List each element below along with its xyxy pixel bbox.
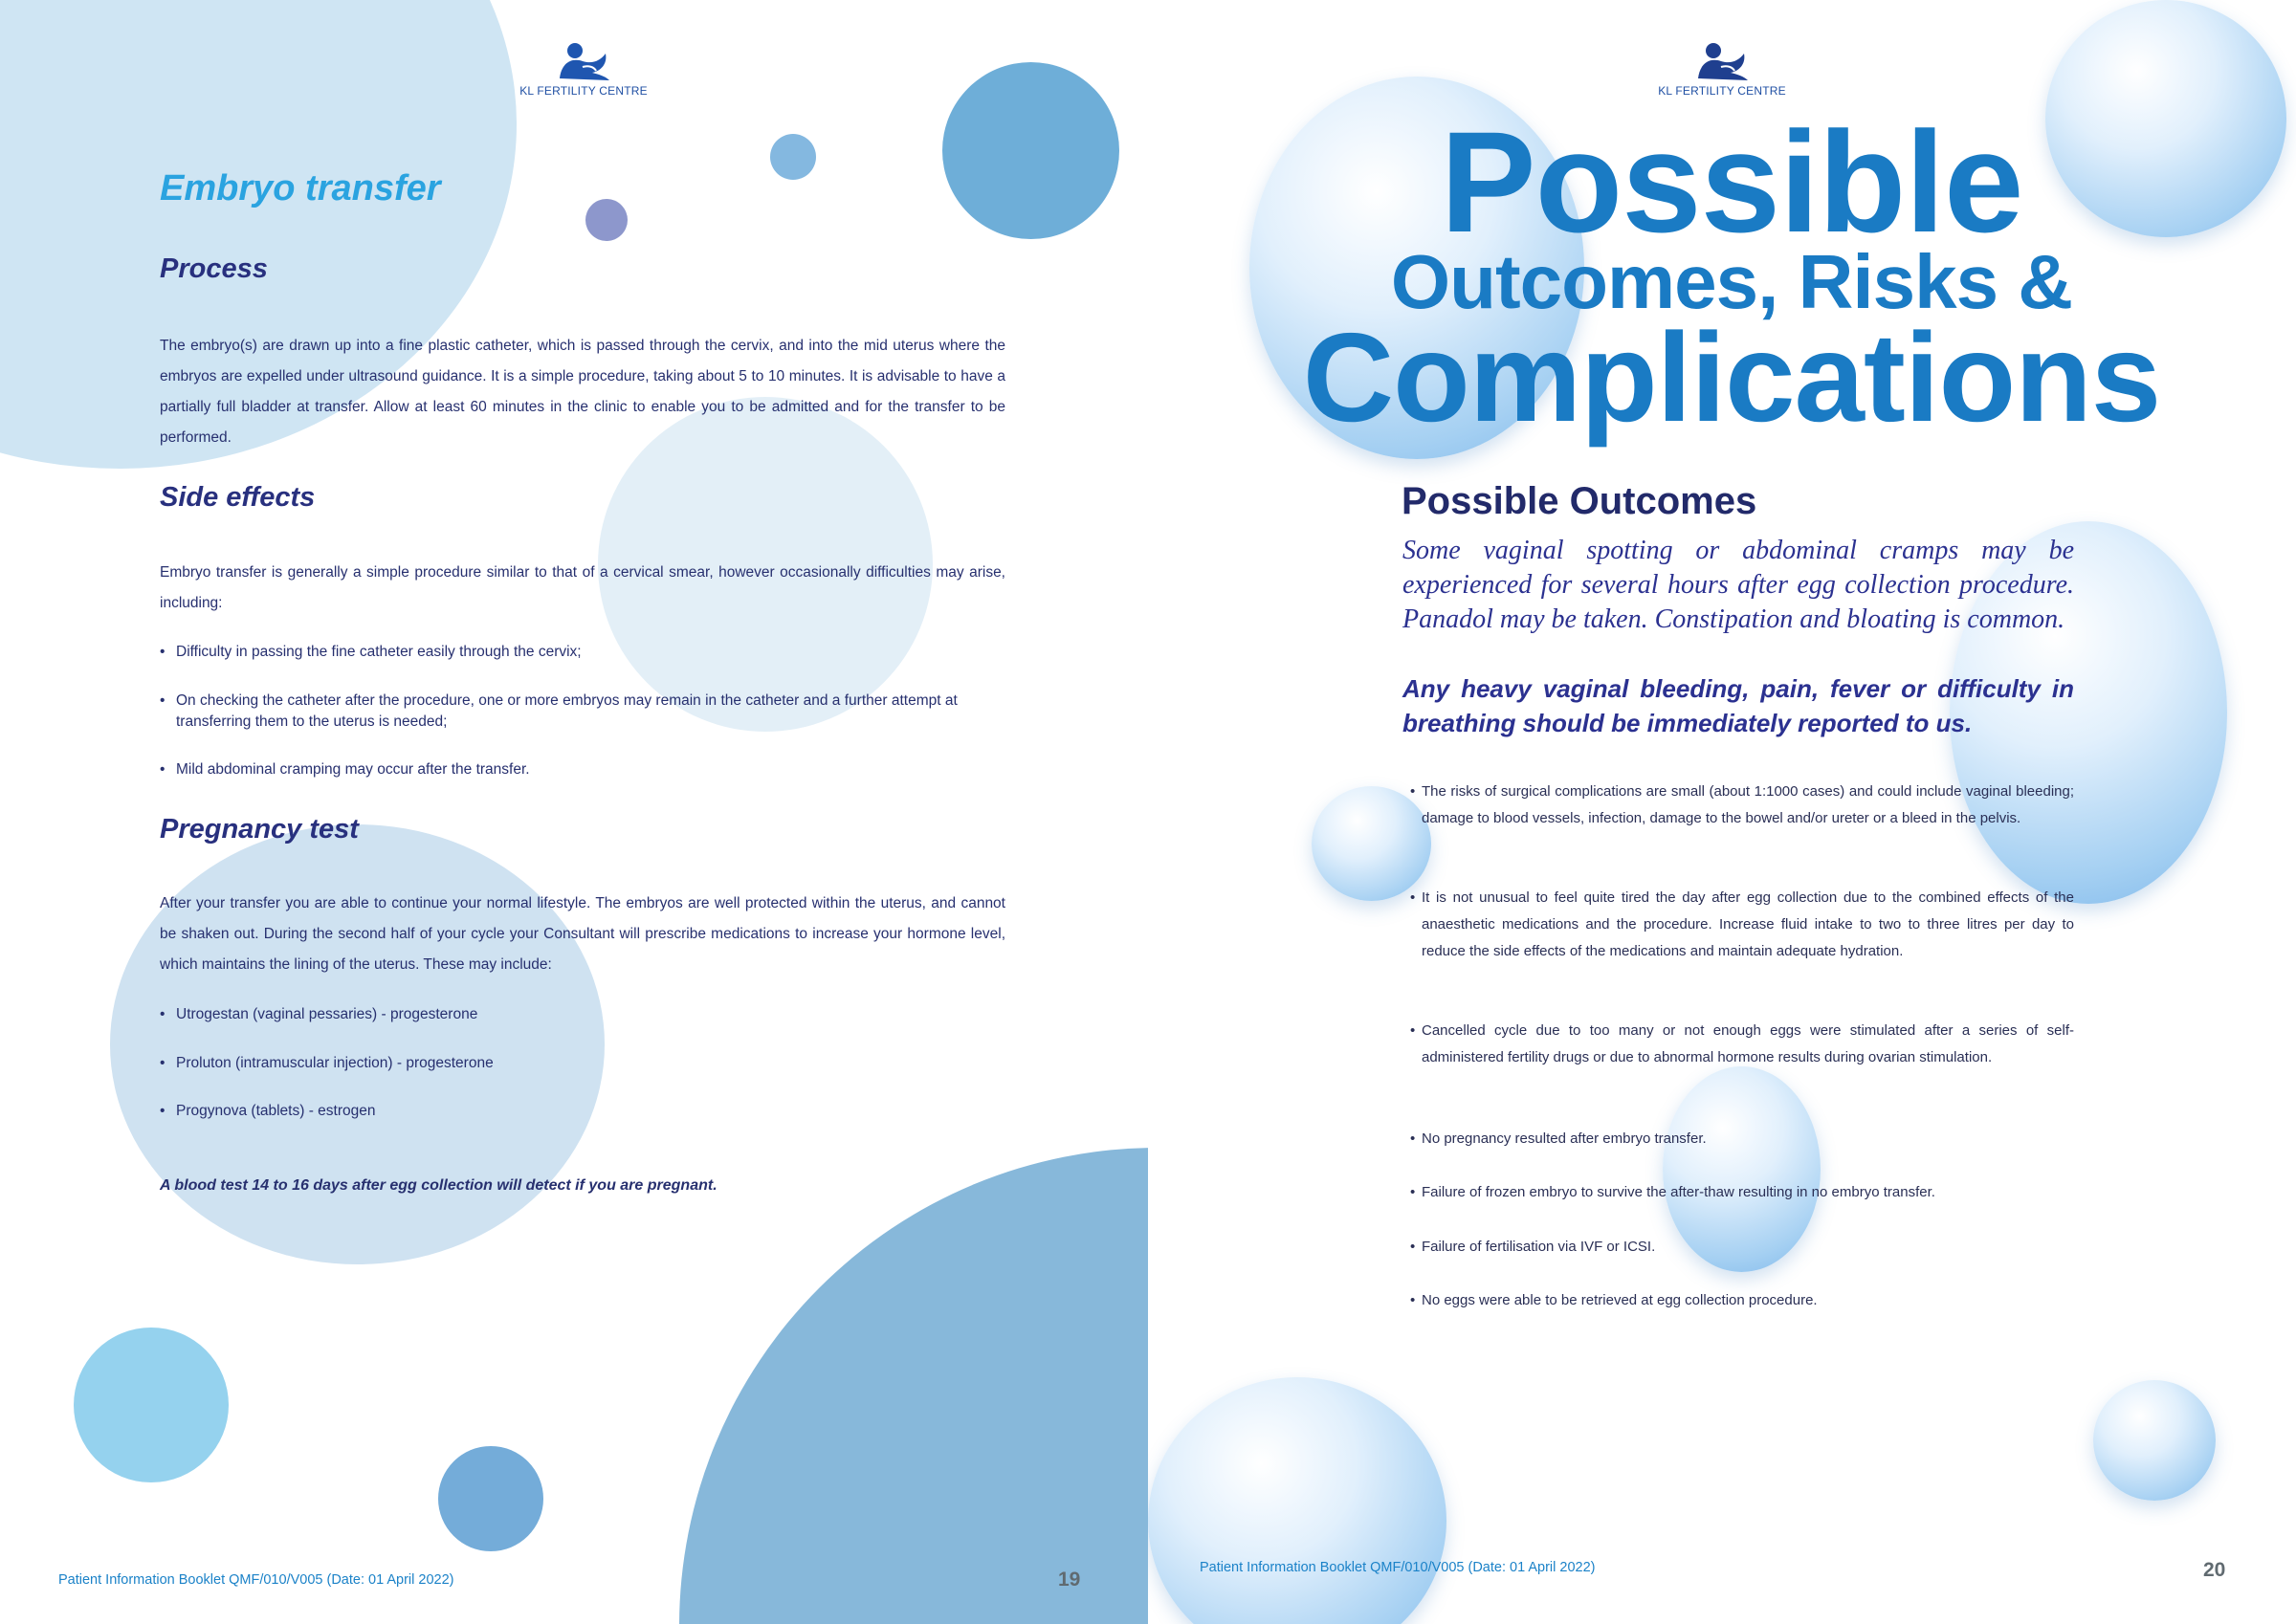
list-item: [160, 1004, 1005, 1025]
bullet-dot: •: [160, 644, 166, 660]
kl-fertility-logo: [517, 38, 651, 98]
list-item: [160, 642, 1005, 663]
pregnancy-test-heading: Pregnancy test: [160, 814, 359, 845]
bullet-dot: •: [1410, 1130, 1416, 1147]
list-item: [160, 1101, 1005, 1122]
footer-text: Patient Information Booklet QMF/010/V005 (Date: 01 April 2022): [1200, 1560, 1596, 1575]
page-title-line-1: Possible: [1440, 101, 2023, 262]
list-item-text: It is not unusual to feel quite tired the day after egg collection due to the combined effects of the anaesthetic medications and the procedure. Increase fluid intake to two to three litres per day to reduce the side effects of the medications and maintain adequate hydration.: [1422, 889, 2074, 959]
decor-bubble: [1148, 1377, 1446, 1624]
decor-circle: [942, 62, 1119, 239]
process-text: The embryo(s) are drawn up into a fine plastic catheter, which is passed through the cervix, and into the mid uterus where the embryos are expelled under ultrasound guidance. It is a simple procedure, taking about 5 to 10 minutes. It is advisable to have a partially full bladder at transfer. Allow at least 60 minutes in the clinic to enable you to be admitted and for the transfer to be performed.: [160, 338, 1005, 446]
list-item: [160, 691, 1005, 733]
list-item-text: Cancelled cycle due to too many or not enough eggs were stimulated after a series of self-administered fertility drugs or due to abnormal hormone results during ovarian stimulation.: [1422, 1022, 2074, 1065]
footer-text: Patient Information Booklet QMF/010/V005 (Date: 01 April 2022): [58, 1572, 454, 1588]
kl-fertility-logo: [1655, 38, 1789, 98]
list-item: [1410, 1179, 2074, 1206]
list-item-text: The risks of surgical complications are small (about 1:1000 cases) and could include vaginal bleeding; damage to blood vessels, infection, damage to the bowel and/or ureter or a bleed in the pelvis.: [1422, 783, 2074, 826]
process-heading: Process: [160, 253, 268, 284]
list-item: [1410, 885, 2074, 965]
bullet-dot: •: [160, 692, 166, 709]
bullet-dot: •: [1410, 889, 1416, 906]
decor-circle: [74, 1328, 229, 1482]
bullet-dot: •: [160, 761, 166, 778]
pregnancy-note: A blood test 14 to 16 days after egg collection will detect if you are pregnant.: [160, 1177, 718, 1194]
list-item-text: No pregnancy resulted after embryo transfer.: [1422, 1130, 1707, 1147]
outcomes-intro: Some vaginal spotting or abdominal cramps may be experienced for several hours after egg collection procedure. Panadol may be taken. Constipation and bloating is common.: [1402, 536, 2074, 634]
list-item-text: Progynova (tablets) - estrogen: [176, 1103, 376, 1119]
kl-fertility-logo-icon: [1692, 38, 1752, 82]
decor-bubble: [2093, 1380, 2216, 1501]
section-title: Embryo transfer: [160, 168, 441, 208]
bullet-dot: •: [160, 1055, 166, 1071]
list-item: [1410, 1018, 2074, 1071]
logo-text: KL FERTILITY CENTRE: [1658, 84, 1786, 98]
decor-circle: [585, 199, 628, 241]
decor-circle: [679, 1148, 1148, 1624]
page-title-line-2: Outcomes, Risks &: [1390, 239, 2073, 324]
page-number: 19: [1058, 1569, 1081, 1591]
bullet-dot: •: [160, 1006, 166, 1022]
decor-circle: [770, 134, 816, 180]
list-item: [1410, 1287, 2074, 1314]
list-item: [160, 759, 1005, 780]
page-title-line-3: Complications: [1302, 307, 2161, 448]
list-item: [1410, 1234, 2074, 1261]
list-item-text: Proluton (intramuscular injection) - progesterone: [176, 1055, 494, 1071]
bullet-dot: •: [1410, 1239, 1416, 1255]
decor-circle: [438, 1446, 543, 1551]
possible-outcomes-heading: Possible Outcomes: [1402, 480, 1757, 522]
list-item-text: Failure of fertilisation via IVF or ICSI.: [1422, 1239, 1656, 1255]
bullet-dot: •: [160, 1103, 166, 1119]
list-item: [1410, 1126, 2074, 1152]
page-20: [1148, 0, 2296, 1624]
list-item-text: Difficulty in passing the fine catheter easily through the cervix;: [176, 644, 582, 660]
bullet-dot: •: [1410, 1184, 1416, 1200]
list-item: [1410, 779, 2074, 832]
list-item: [160, 1053, 1005, 1074]
logo-text: KL FERTILITY CENTRE: [519, 84, 648, 98]
kl-fertility-logo-icon: [554, 38, 613, 82]
page-number: 20: [2203, 1559, 2226, 1581]
bullet-dot: •: [1410, 1022, 1416, 1039]
bullet-dot: •: [1410, 1292, 1416, 1308]
list-item-text: Failure of frozen embryo to survive the after-thaw resulting in no embryo transfer.: [1422, 1184, 1935, 1200]
list-item-text: Utrogestan (vaginal pessaries) - progesterone: [176, 1006, 478, 1022]
side-effects-text: Embryo transfer is generally a simple procedure similar to that of a cervical smear, however occasionally difficulties may arise, including:: [160, 564, 1005, 611]
pregnancy-test-text: After your transfer you are able to continue your normal lifestyle. The embryos are well protected within the uterus, and cannot be shaken out. During the second half of your cycle your Consultant will prescribe medications to increase your hormone level, which maintains the lining of the uterus. These may include:: [160, 895, 1005, 973]
outcomes-warning: Any heavy vaginal bleeding, pain, fever or difficulty in breathing should be immediately reported to us.: [1402, 674, 2074, 737]
bullet-dot: •: [1410, 783, 1416, 800]
side-effects-heading: Side effects: [160, 482, 316, 513]
list-item-text: No eggs were able to be retrieved at egg collection procedure.: [1422, 1292, 1818, 1308]
list-item-text: Mild abdominal cramping may occur after the transfer.: [176, 761, 530, 778]
list-item-text: On checking the catheter after the procedure, one or more embryos may remain in the catheter and a further attempt at transferring them to the uterus is needed;: [176, 692, 958, 730]
